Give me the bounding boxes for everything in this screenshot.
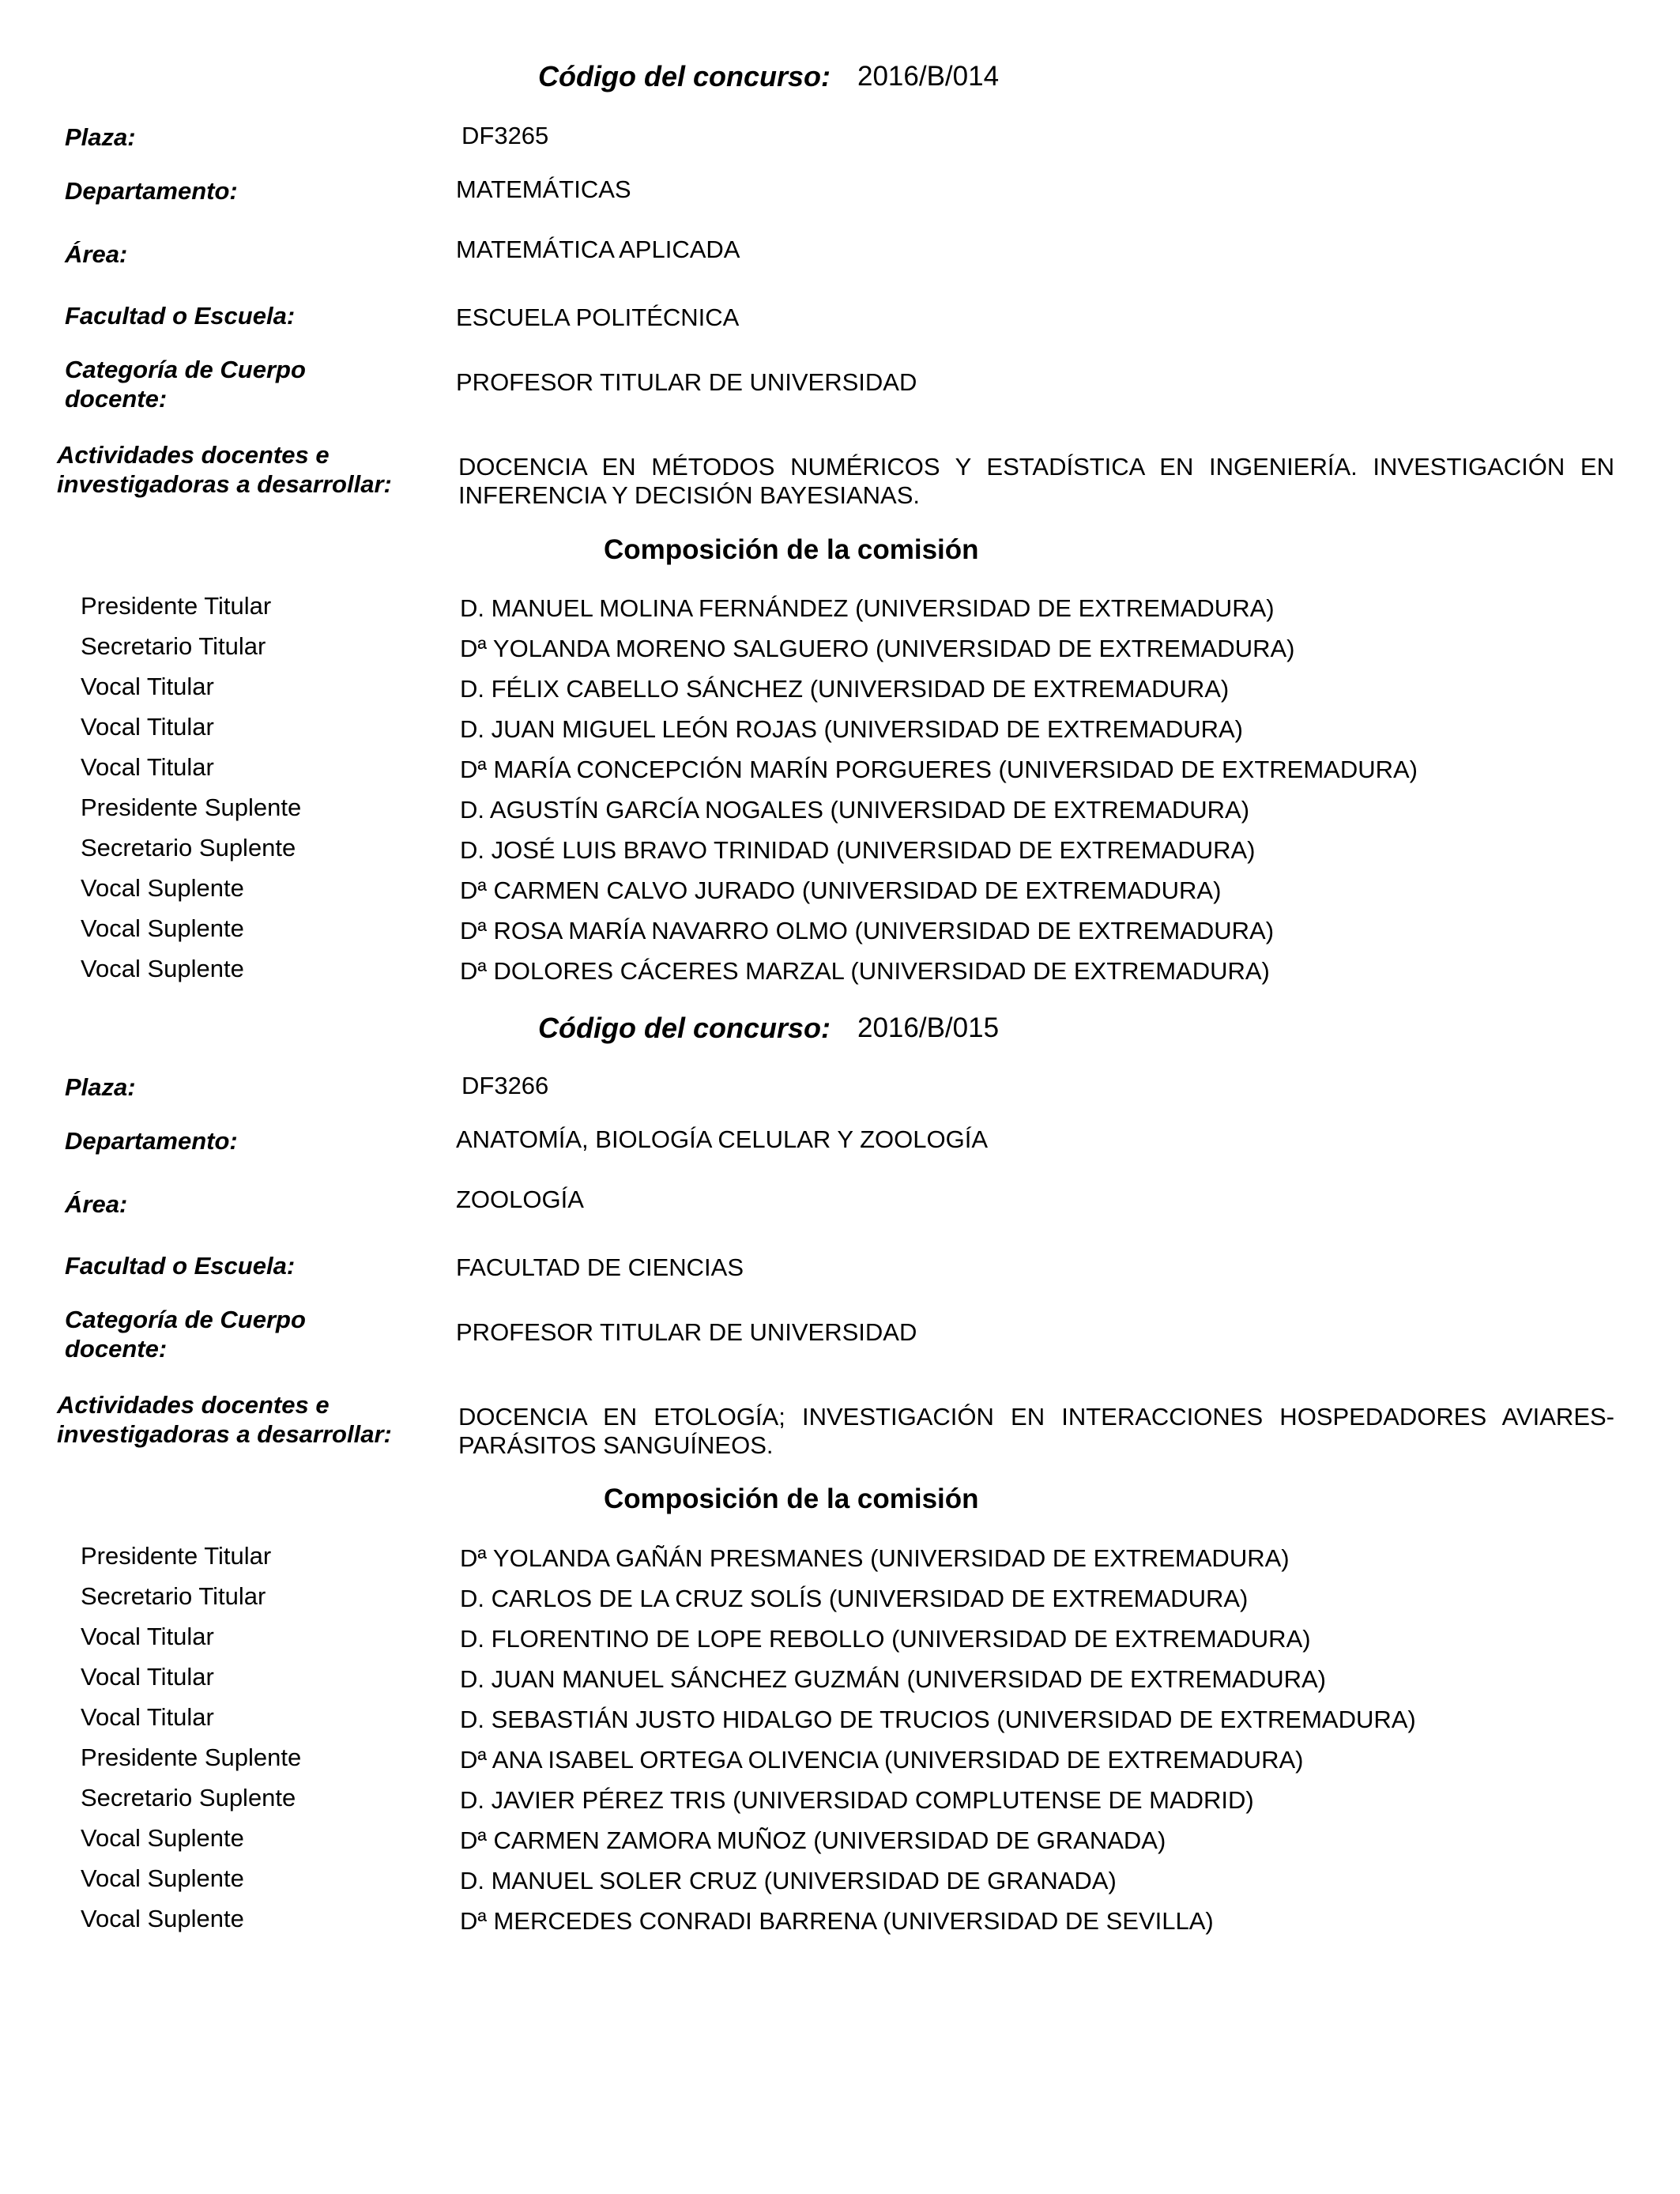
actividades-line: PARÁSITOS SANGUÍNEOS. — [458, 1431, 774, 1459]
member-role: Vocal Titular — [81, 1623, 214, 1650]
member-role: Secretario Suplente — [81, 834, 296, 861]
contest-code-label: Código del concurso: — [538, 1012, 831, 1044]
departamento-value: MATEMÁTICAS — [456, 175, 631, 203]
actividades-label-line: Actividades docentes e — [57, 1391, 330, 1419]
plaza-label: Plaza: — [65, 1073, 136, 1101]
categoria-label — [65, 1305, 306, 1363]
member-role: Vocal Suplente — [81, 1864, 244, 1892]
member-name: D. AGUSTÍN GARCÍA NOGALES (UNIVERSIDAD DE EXTREMADURA) — [460, 796, 1250, 824]
actividades-label — [57, 440, 392, 499]
member-role: Presidente Titular — [81, 1542, 272, 1570]
member-role: Vocal Titular — [81, 713, 214, 741]
actividades-value — [458, 1403, 1614, 1460]
member-name: D. SEBASTIÁN JUSTO HIDALGO DE TRUCIOS (UNIVERSIDAD DE EXTREMADURA) — [460, 1706, 1416, 1733]
facultad-label: Facultad o Escuela: — [65, 302, 296, 330]
plaza-label: Plaza: — [65, 123, 136, 151]
member-name: Dª CARMEN ZAMORA MUÑOZ (UNIVERSIDAD DE GRANADA) — [460, 1826, 1166, 1854]
facultad-value: ESCUELA POLITÉCNICA — [456, 303, 740, 331]
departamento-label: Departamento: — [65, 177, 238, 205]
actividades-label — [57, 1390, 392, 1449]
categoria-value: PROFESOR TITULAR DE UNIVERSIDAD — [456, 368, 917, 396]
member-name: Dª MERCEDES CONRADI BARRENA (UNIVERSIDAD DE SEVILLA) — [460, 1907, 1214, 1935]
actividades-line: DOCENCIA EN ETOLOGÍA; INVESTIGACIÓN EN INTERACCIONES HOSPEDADORES AVIARES- — [458, 1403, 1614, 1431]
actividades-label-line: investigadoras a desarrollar: — [57, 470, 392, 498]
member-role: Vocal Suplente — [81, 955, 244, 982]
member-name: D. JUAN MIGUEL LEÓN ROJAS (UNIVERSIDAD DE EXTREMADURA) — [460, 715, 1243, 743]
facultad-value: FACULTAD DE CIENCIAS — [456, 1253, 744, 1281]
actividades-label-line: Actividades docentes e — [57, 441, 330, 469]
area-label: Área: — [65, 1190, 128, 1218]
member-name: Dª DOLORES CÁCERES MARZAL (UNIVERSIDAD DE EXTREMADURA) — [460, 957, 1270, 985]
commission-title: Composición de la comisión — [604, 1483, 979, 1514]
member-role: Secretario Titular — [81, 632, 266, 660]
member-role: Vocal Titular — [81, 753, 214, 781]
contest-code-value: 2016/B/014 — [857, 61, 1000, 92]
member-name: Dª MARÍA CONCEPCIÓN MARÍN PORGUERES (UNIVERSIDAD DE EXTREMADURA) — [460, 756, 1418, 783]
categoria-label-line: Categoría de Cuerpo — [65, 1306, 306, 1333]
categoria-value: PROFESOR TITULAR DE UNIVERSIDAD — [456, 1318, 917, 1346]
contest-code-label: Código del concurso: — [538, 60, 831, 92]
commission-title: Composición de la comisión — [604, 534, 979, 565]
departamento-value: ANATOMÍA, BIOLOGÍA CELULAR Y ZOOLOGÍA — [456, 1125, 989, 1153]
member-role: Presidente Suplente — [81, 794, 302, 821]
actividades-line: INFERENCIA Y DECISIÓN BAYESIANAS. — [458, 481, 921, 509]
area-value: ZOOLOGÍA — [456, 1186, 584, 1213]
area-value: MATEMÁTICA APLICADA — [456, 236, 740, 263]
member-name: D. JUAN MANUEL SÁNCHEZ GUZMÁN (UNIVERSIDAD DE EXTREMADURA) — [460, 1665, 1327, 1693]
categoria-label-line: docente: — [65, 385, 168, 413]
categoria-label-line: docente: — [65, 1335, 168, 1363]
member-role: Vocal Suplente — [81, 1905, 244, 1932]
member-name: D. FÉLIX CABELLO SÁNCHEZ (UNIVERSIDAD DE EXTREMADURA) — [460, 675, 1230, 703]
plaza-value: DF3266 — [461, 1072, 549, 1099]
member-name: D. MANUEL SOLER CRUZ (UNIVERSIDAD DE GRANADA) — [460, 1867, 1117, 1894]
member-role: Secretario Titular — [81, 1582, 266, 1610]
categoria-label-line: Categoría de Cuerpo — [65, 356, 306, 383]
area-label: Área: — [65, 240, 128, 268]
member-name: Dª CARMEN CALVO JURADO (UNIVERSIDAD DE EXTREMADURA) — [460, 876, 1222, 904]
actividades-line: DOCENCIA EN MÉTODOS NUMÉRICOS Y ESTADÍSTICA EN INGENIERÍA. INVESTIGACIÓN EN — [458, 453, 1614, 481]
member-role: Vocal Titular — [81, 673, 214, 700]
contest-code-value: 2016/B/015 — [857, 1012, 1000, 1043]
member-role: Vocal Titular — [81, 1703, 214, 1731]
member-role: Secretario Suplente — [81, 1784, 296, 1811]
plaza-value: DF3265 — [461, 122, 549, 149]
member-name: Dª YOLANDA MORENO SALGUERO (UNIVERSIDAD DE EXTREMADURA) — [460, 635, 1295, 662]
member-name: D. MANUEL MOLINA FERNÁNDEZ (UNIVERSIDAD DE EXTREMADURA) — [460, 594, 1275, 622]
actividades-label-line: investigadoras a desarrollar: — [57, 1420, 392, 1448]
departamento-label: Departamento: — [65, 1127, 238, 1155]
member-name: D. FLORENTINO DE LOPE REBOLLO (UNIVERSIDAD DE EXTREMADURA) — [460, 1625, 1311, 1653]
member-role: Presidente Suplente — [81, 1744, 302, 1771]
member-name: Dª ROSA MARÍA NAVARRO OLMO (UNIVERSIDAD DE EXTREMADURA) — [460, 917, 1275, 944]
facultad-label: Facultad o Escuela: — [65, 1252, 296, 1280]
member-name: D. CARLOS DE LA CRUZ SOLÍS (UNIVERSIDAD DE EXTREMADURA) — [460, 1585, 1249, 1612]
categoria-label — [65, 355, 306, 413]
member-role: Vocal Titular — [81, 1663, 214, 1691]
member-name: Dª ANA ISABEL ORTEGA OLIVENCIA (UNIVERSIDAD DE EXTREMADURA) — [460, 1746, 1304, 1774]
member-role: Vocal Suplente — [81, 1824, 244, 1852]
member-role: Presidente Titular — [81, 592, 272, 620]
actividades-value — [458, 453, 1614, 510]
member-role: Vocal Suplente — [81, 874, 244, 902]
member-name: D. JOSÉ LUIS BRAVO TRINIDAD (UNIVERSIDAD DE EXTREMADURA) — [460, 836, 1256, 864]
member-name: D. JAVIER PÉREZ TRIS (UNIVERSIDAD COMPLUTENSE DE MADRID) — [460, 1786, 1254, 1814]
member-name: Dª YOLANDA GAÑÁN PRESMANES (UNIVERSIDAD DE EXTREMADURA) — [460, 1544, 1290, 1572]
member-role: Vocal Suplente — [81, 914, 244, 942]
